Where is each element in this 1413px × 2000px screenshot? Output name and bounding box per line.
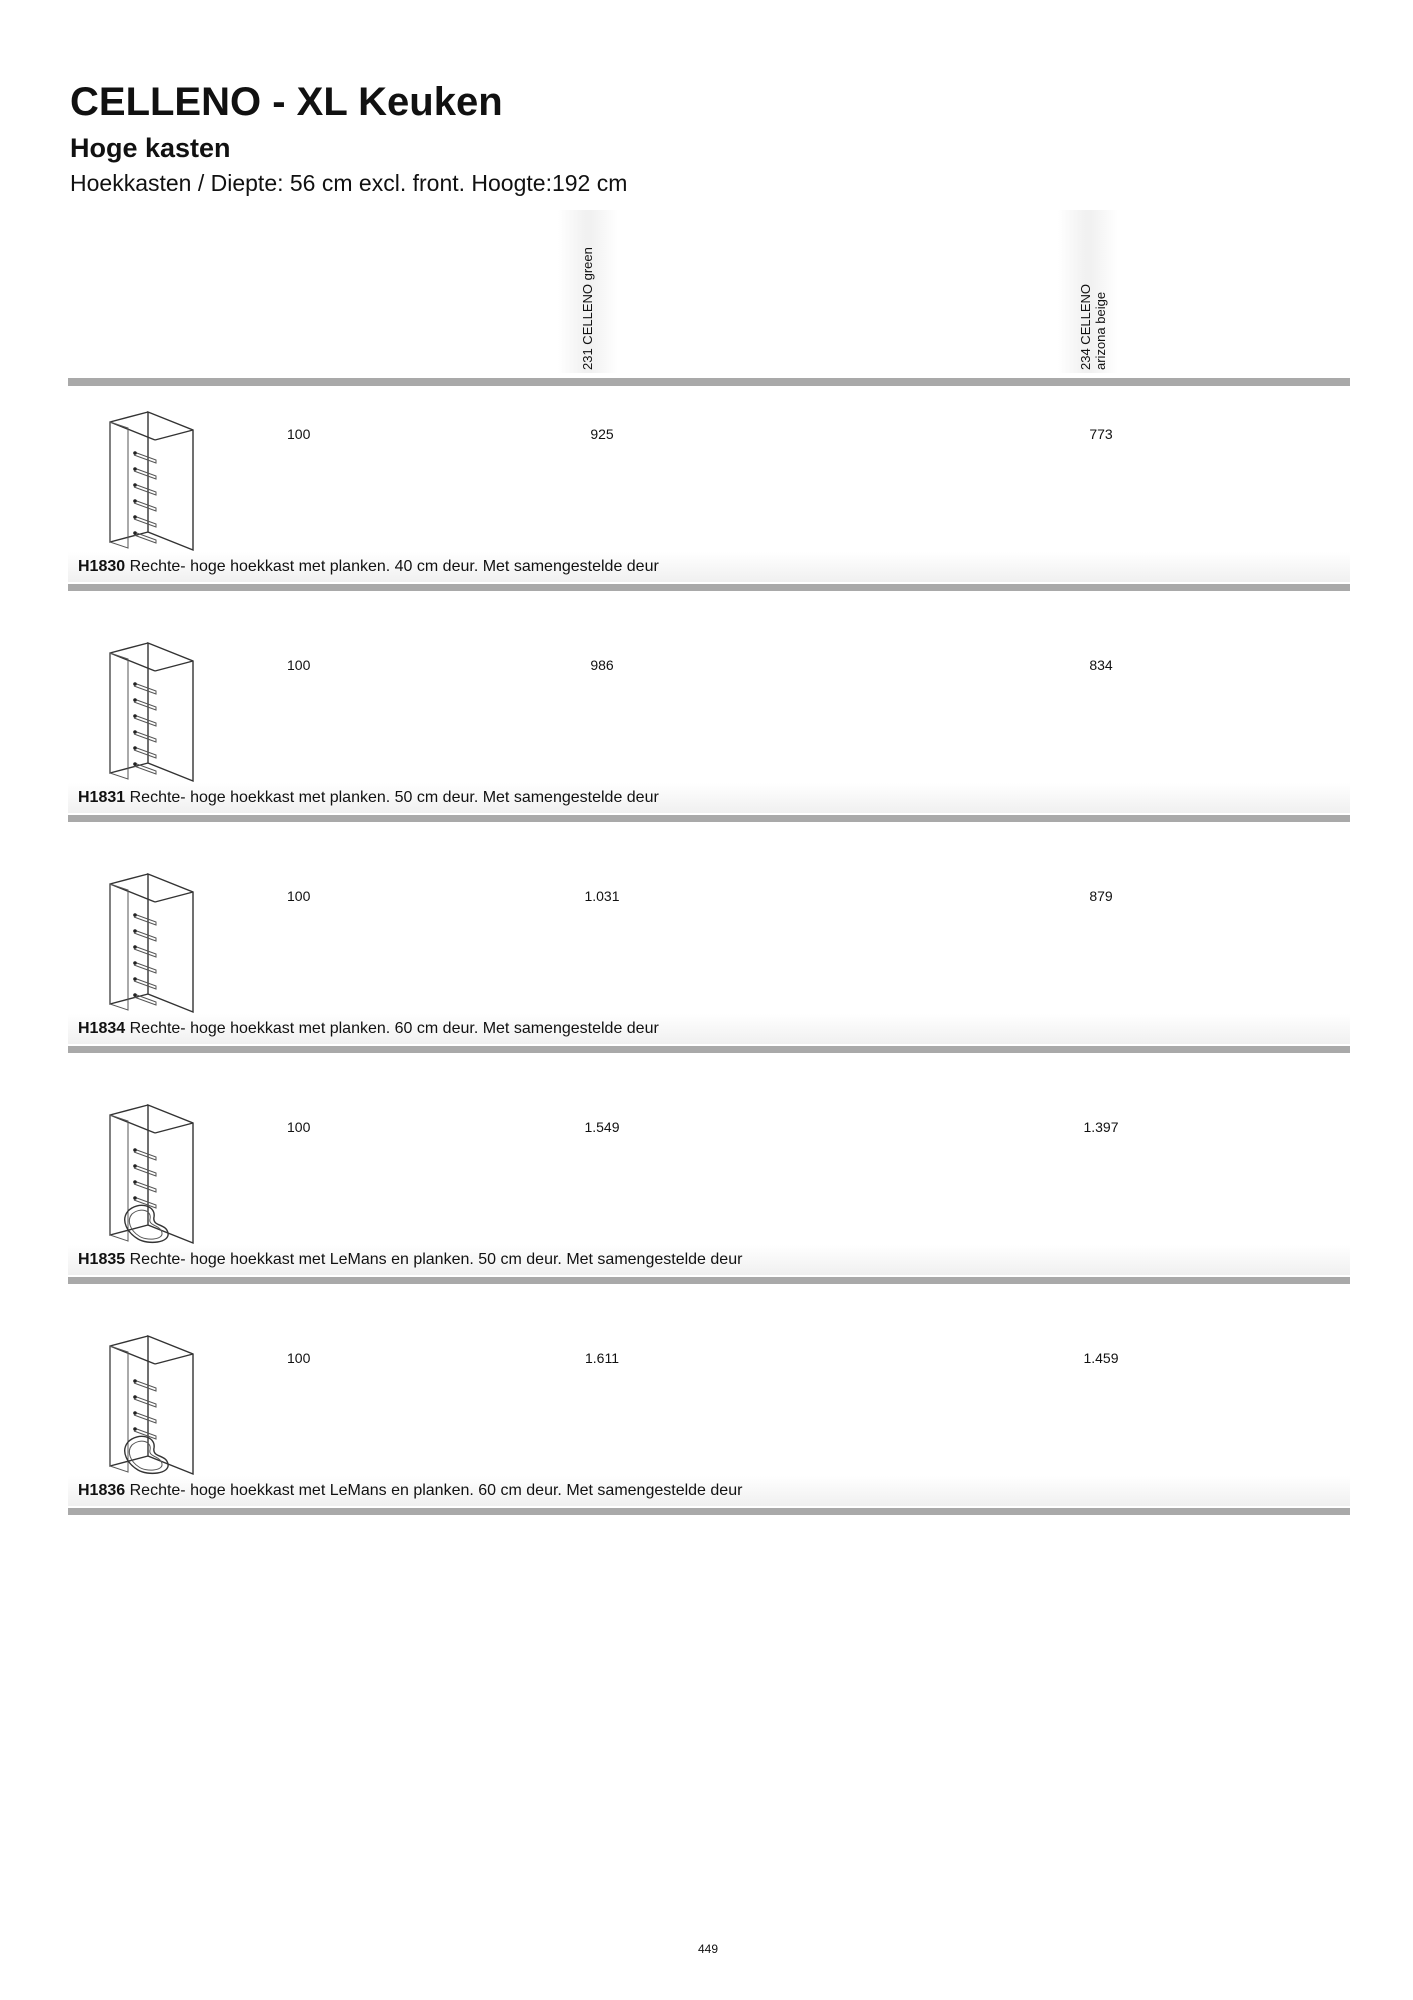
column-header-green — [558, 210, 618, 373]
width-value: 100 — [287, 657, 311, 673]
row-divider — [68, 1508, 1350, 1515]
page-title: CELLENO - XL Keuken — [70, 80, 503, 124]
row-divider — [68, 1277, 1350, 1284]
price-beige: 879 — [1089, 888, 1113, 904]
tall-corner-cabinet-lemans-icon — [98, 1324, 228, 1484]
product-description-text: Rechte- hoge hoekkast met planken. 60 cm deur. Met samengestelde deur — [129, 1020, 659, 1037]
tall-corner-cabinet-shelves-icon — [98, 862, 228, 1022]
table-row — [68, 392, 1350, 612]
product-code: H1831 — [78, 789, 126, 806]
price-beige: 1.459 — [1083, 1350, 1119, 1366]
product-description-text: Rechte- hoge hoekkast met planken. 50 cm deur. Met samengestelde deur — [129, 789, 659, 806]
row-divider — [68, 815, 1350, 822]
price-beige: 773 — [1089, 426, 1113, 442]
table-row — [68, 1316, 1350, 1536]
tall-corner-cabinet-shelves-icon — [98, 400, 228, 560]
product-code: H1835 — [78, 1251, 126, 1268]
price-green: 1.549 — [584, 1119, 620, 1135]
column-label-green: 231 CELLENO green — [580, 247, 595, 370]
column-label-beige-line1: 234 CELLENO — [1078, 284, 1093, 370]
tall-corner-cabinet-shelves-icon — [98, 631, 228, 791]
product-code: H1836 — [78, 1482, 126, 1499]
product-description — [78, 789, 659, 807]
price-beige: 834 — [1089, 657, 1113, 673]
product-description — [78, 558, 659, 576]
width-value: 100 — [287, 426, 311, 442]
product-code: H1830 — [78, 558, 126, 575]
row-divider — [68, 584, 1350, 591]
header-divider — [68, 378, 1350, 386]
table-row — [68, 623, 1350, 843]
column-label-beige-line2: arizona beige — [1093, 291, 1108, 370]
section-title: Hoge kasten — [70, 133, 231, 163]
price-green: 925 — [590, 426, 614, 442]
price-beige: 1.397 — [1083, 1119, 1119, 1135]
width-value: 100 — [287, 1350, 311, 1366]
section-subtitle: Hoekkasten / Diepte: 56 cm excl. front. Hoogte:192 cm — [70, 170, 628, 196]
product-description — [78, 1020, 659, 1038]
tall-corner-cabinet-lemans-icon — [98, 1093, 228, 1253]
product-description — [78, 1482, 742, 1500]
table-row — [68, 854, 1350, 1074]
price-green: 1.031 — [584, 888, 620, 904]
product-description-text: Rechte- hoge hoekkast met LeMans en planken. 50 cm deur. Met samengestelde deur — [129, 1251, 743, 1268]
width-value: 100 — [287, 1119, 311, 1135]
column-header-beige — [1058, 210, 1118, 373]
product-description-text: Rechte- hoge hoekkast met planken. 40 cm deur. Met samengestelde deur — [129, 558, 659, 575]
row-divider — [68, 1046, 1350, 1053]
price-green: 1.611 — [585, 1350, 619, 1366]
price-green: 986 — [590, 657, 614, 673]
product-code: H1834 — [78, 1020, 126, 1037]
product-description — [78, 1251, 742, 1269]
product-description-text: Rechte- hoge hoekkast met LeMans en planken. 60 cm deur. Met samengestelde deur — [129, 1482, 743, 1499]
table-row — [68, 1085, 1350, 1305]
page-number: 449 — [698, 1942, 719, 1956]
width-value: 100 — [287, 888, 311, 904]
